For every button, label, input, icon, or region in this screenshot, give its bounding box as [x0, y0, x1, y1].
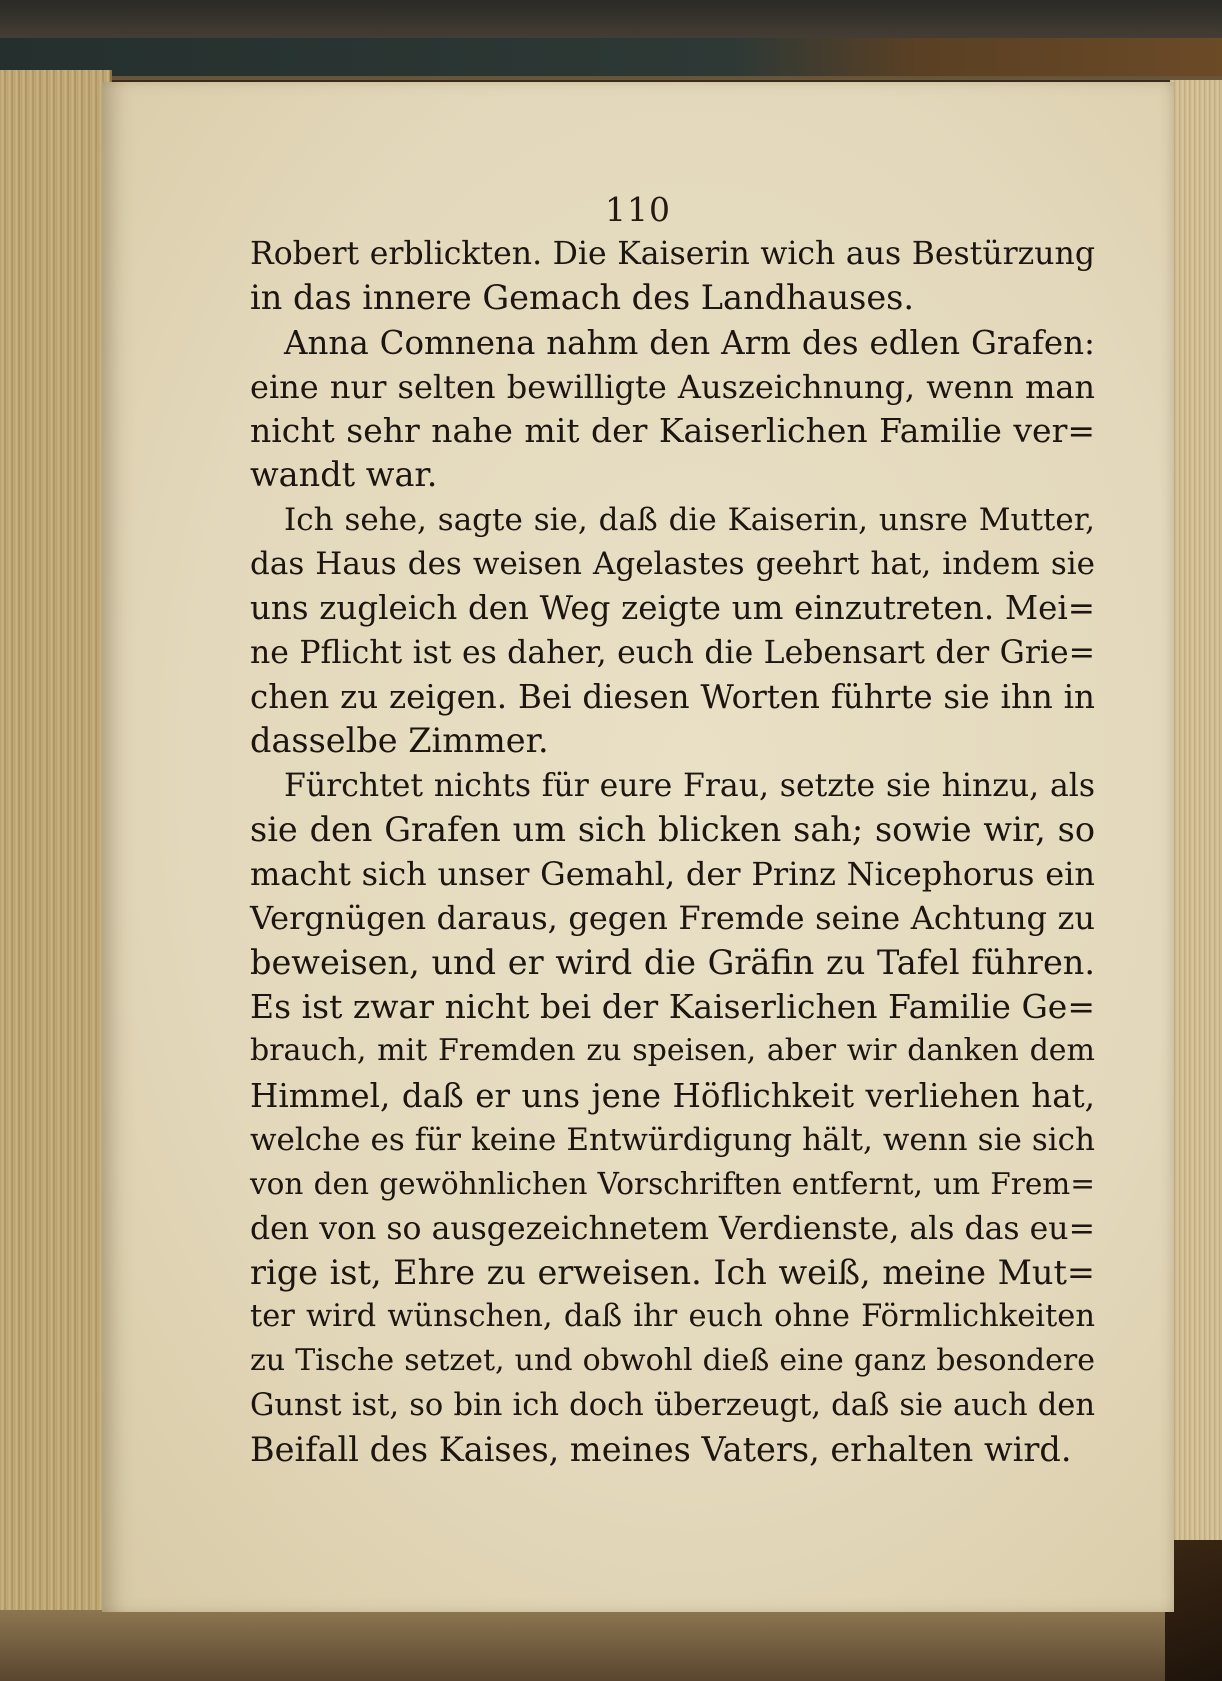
text-line: uns zugleich den Weg zeigte um einzutreten. Mei= — [250, 589, 1095, 628]
text-line: chen zu zeigen. Bei diesen Worten führte sie ihn in — [250, 677, 1095, 716]
page-number: 110 — [605, 190, 671, 229]
text-line: in das innere Gemach des Landhauses. — [250, 278, 915, 318]
text-line: den von so ausgezeichnetem Verdienste, als das eu= — [250, 1210, 1095, 1247]
text-line: ter wird wünschen, daß ihr euch ohne Förmlichkeiten — [250, 1299, 1095, 1335]
text-line: von den gewöhnlichen Vorschriften entfernt, um Frem= — [250, 1167, 1095, 1202]
text-line: Himmel, daß er uns jene Höflichkeit verliehen hat, — [250, 1076, 1095, 1115]
text-line: zu Tische setzet, und obwohl dieß eine ganz besondere — [250, 1343, 1095, 1379]
text-line: Ich sehe, sagte sie, daß die Kaiserin, unsre Mutter, — [284, 501, 1095, 538]
text-line: macht sich unser Gemahl, der Prinz Nicephorus ein — [250, 855, 1095, 894]
text-line: Gunst ist, so bin ich doch überzeugt, daß sie auch den — [250, 1387, 1095, 1423]
text-line: Vergnügen daraus, gegen Fremde seine Achtung zu — [250, 899, 1095, 938]
text-line: Es ist zwar nicht bei der Kaiserlichen Familie Ge= — [250, 987, 1095, 1027]
page-edges-left — [0, 70, 112, 1681]
text-line: rige ist, Ehre zu erweisen. Ich weiß, meine Mut= — [250, 1252, 1095, 1292]
page-text — [250, 232, 1095, 1472]
text-line: das Haus des weisen Agelastes geehrt hat, indem sie — [250, 546, 1095, 583]
text-line: welche es für keine Entwürdigung hält, wenn sie sich — [250, 1121, 1095, 1158]
text-line: Anna Comnena nahm den Arm des edlen Grafen: — [284, 323, 1095, 362]
text-line: nicht sehr nahe mit der Kaiserlichen Familie ver= — [250, 411, 1095, 451]
text-line: Robert erblickten. Die Kaiserin wich aus Bestürzung — [250, 236, 1095, 272]
book-page — [102, 82, 1174, 1612]
book-bottom-edge — [0, 1610, 1222, 1681]
text-line: sie den Grafen um sich blicken sah; sowie wir, so — [250, 809, 1095, 849]
text-line: wandt war. — [250, 455, 438, 495]
text-line: dasselbe Zimmer. — [250, 721, 549, 761]
text-line: Beifall des Kaises, meines Vaters, erhalten wird. — [250, 1430, 1072, 1470]
page-edges-right — [1170, 80, 1222, 1620]
book-cover-band — [0, 38, 1222, 76]
text-line: brauch, mit Fremden zu speisen, aber wir danken dem — [250, 1033, 1095, 1069]
text-line: beweisen, und er wird die Gräfin zu Tafel führen. — [250, 942, 1095, 982]
text-line: eine nur selten bewilligte Auszeichnung, wenn man — [250, 367, 1095, 406]
text-line: Fürchtet nichts für eure Frau, setzte sie hinzu, als — [284, 767, 1095, 804]
text-line: ne Pflicht ist es daher, euch die Lebensart der Grie= — [250, 634, 1095, 671]
